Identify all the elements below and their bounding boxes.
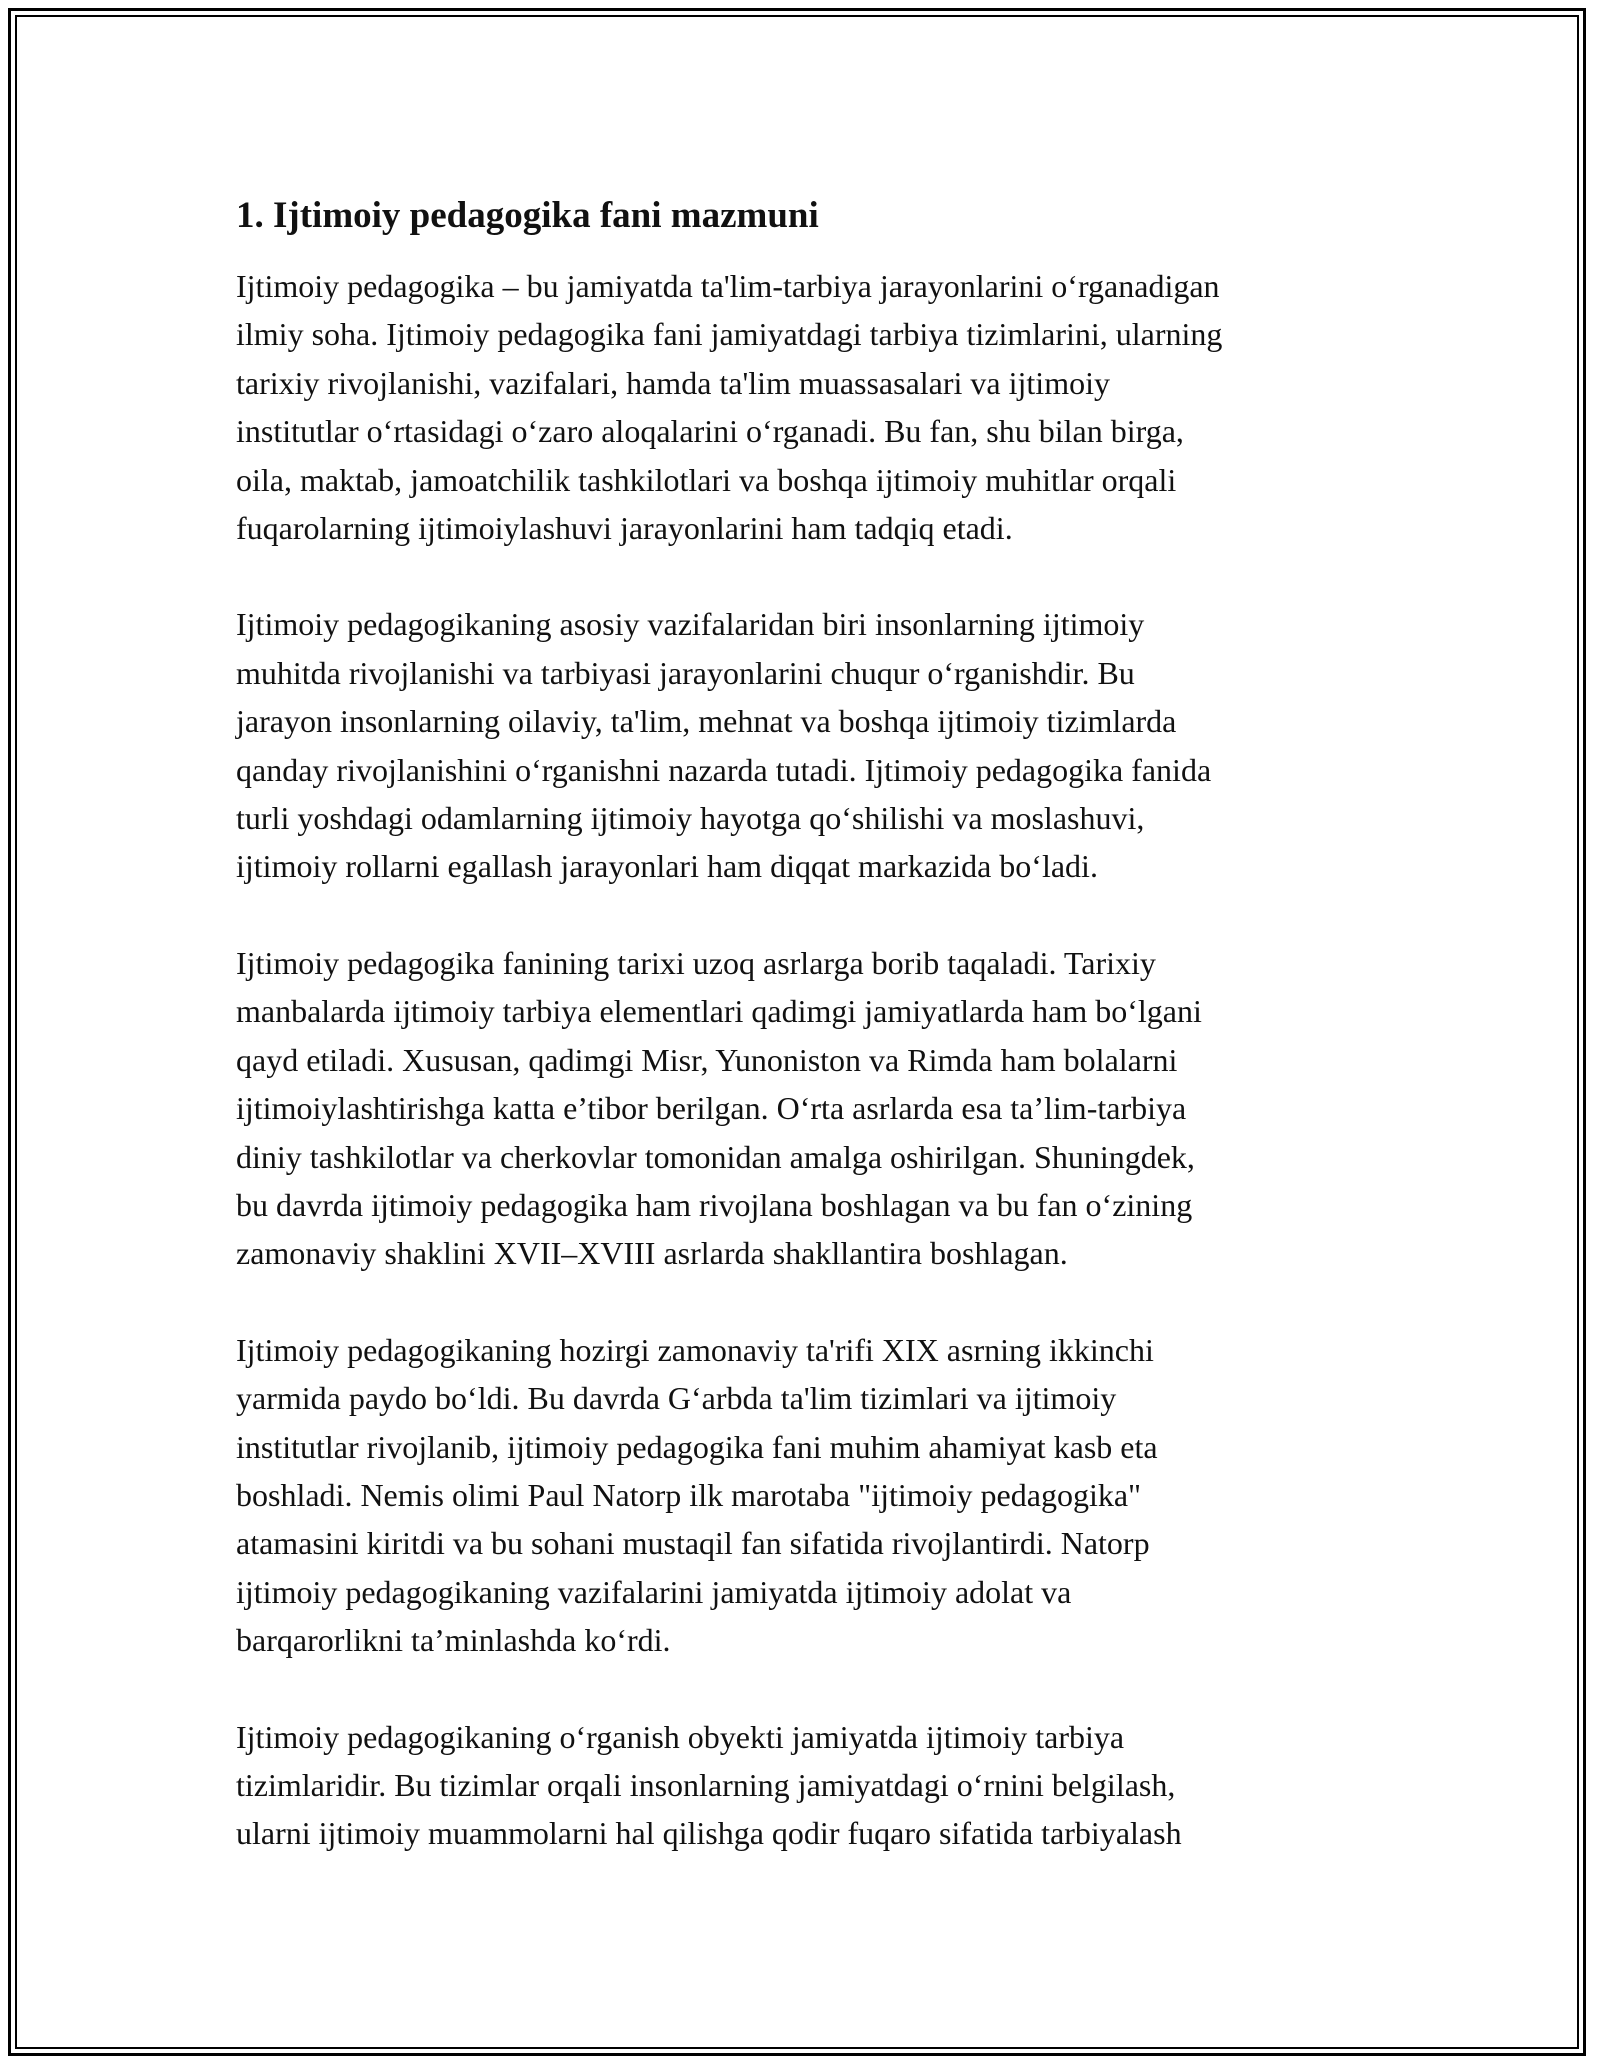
paragraph-5 [236, 1713, 1376, 1858]
paragraph-1 [236, 262, 1376, 552]
text-line: Ijtimoiy pedagogika – bu jamiyatda ta'lim-tarbiya jarayonlarini o‘rganadigan [236, 268, 1220, 304]
text-line: fuqarolarning ijtimoiylashuvi jarayonlarini ham tadqiq etadi. [236, 510, 1013, 547]
text-line: Ijtimoiy pedagogikaning asosiy vazifalaridan biri insonlarning ijtimoiy [236, 606, 1145, 643]
text-line: ijtimoiy pedagogikaning vazifalarini jamiyatda ijtimoiy adolat va [236, 1573, 1072, 1610]
text-line: tarixiy rivojlanishi, vazifalari, hamda ta'lim muassasalari va ijtimoiy [236, 364, 1110, 401]
text-line: qanday rivojlanishini o‘rganishni nazarda tutadi. Ijtimoiy pedagogika fanida [236, 751, 1212, 788]
text-line: turli yoshdagi odamlarning ijtimoiy hayotga qo‘shilishi va moslashuvi, [236, 800, 1145, 837]
text-line: Ijtimoiy pedagogikaning o‘rganish obyekti jamiyatda ijtimoiy tarbiya [236, 1718, 1125, 1755]
text-line: qayd etiladi. Xususan, qadimgi Misr, Yunoniston va Rimda ham bolalarni [236, 1041, 1178, 1078]
text-line: tizimlaridir. Bu tizimlar orqali insonlarning jamiyatdagi o‘rnini belgilash, [236, 1766, 1176, 1803]
text-line: barqarorlikni ta’minlashda ko‘rdi. [236, 1622, 671, 1659]
text-line: Ijtimoiy pedagogikaning hozirgi zamonaviy ta'rifi XIX asrning ikkinchi [236, 1331, 1154, 1368]
text-line: institutlar rivojlanib, ijtimoiy pedagogika fani muhim ahamiyat kasb eta [236, 1428, 1158, 1465]
text-line: institutlar o‘rtasidagi o‘zaro aloqalarini o‘rganadi. Bu fan, shu bilan birga, [236, 413, 1184, 450]
text-line: ularni ijtimoiy muammolarni hal qilishga qodir fuqaro sifatida tarbiyalash [236, 1815, 1182, 1852]
text-line: boshladi. Nemis olimi Paul Natorp ilk marotaba "ijtimoiy pedagogika" [236, 1476, 1142, 1513]
text-line: ilmiy soha. Ijtimoiy pedagogika fani jamiyatdagi tarbiya tizimlarini, ularning [236, 316, 1223, 353]
text-line: bu davrda ijtimoiy pedagogika ham rivojlana boshlagan va bu fan o‘zining [236, 1186, 1193, 1223]
text-line: muhitda rivojlanishi va tarbiyasi jarayonlarini chuqur o‘rganishdir. Bu [236, 654, 1135, 691]
paragraph-2 [236, 600, 1376, 890]
text-line: diniy tashkilotlar va cherkovlar tomonidan amalga oshirilgan. Shuningdek, [236, 1138, 1195, 1175]
text-line: yarmida paydo bo‘ldi. Bu davrda G‘arbda ta'lim tizimlari va ijtimoiy [236, 1380, 1117, 1417]
text-line: atamasini kiritdi va bu sohani mustaqil fan sifatida rivojlantirdi. Natorp [236, 1525, 1150, 1562]
paragraph-4 [236, 1326, 1376, 1665]
text-line: Ijtimoiy pedagogika fanining tarixi uzoq asrlarga borib taqaladi. Tarixiy [236, 944, 1156, 981]
text-line: jarayon insonlarning oilaviy, ta'lim, mehnat va boshqa ijtimoiy tizimlarda [236, 703, 1177, 740]
text-line: zamonaviy shaklini XVII–XVIII asrlarda shakllantira boshlagan. [236, 1235, 1068, 1272]
text-line: ijtimoiylashtirishga katta e’tibor berilgan. O‘rta asrlarda esa ta’lim-tarbiya [236, 1090, 1187, 1127]
paragraph-3 [236, 939, 1376, 1278]
section-heading: 1. Ijtimoiy pedagogika fani mazmuni [236, 195, 819, 236]
text-line: ijtimoiy rollarni egallash jarayonlari ham diqqat markazida bo‘ladi. [236, 848, 1098, 885]
text-line: oila, maktab, jamoatchilik tashkilotlari va boshqa ijtimoiy muhitlar orqali [236, 461, 1177, 498]
text-line: manbalarda ijtimoiy tarbiya elementlari qadimgi jamiyatlarda ham bo‘lgani [236, 993, 1202, 1030]
document-content [236, 186, 1376, 1906]
